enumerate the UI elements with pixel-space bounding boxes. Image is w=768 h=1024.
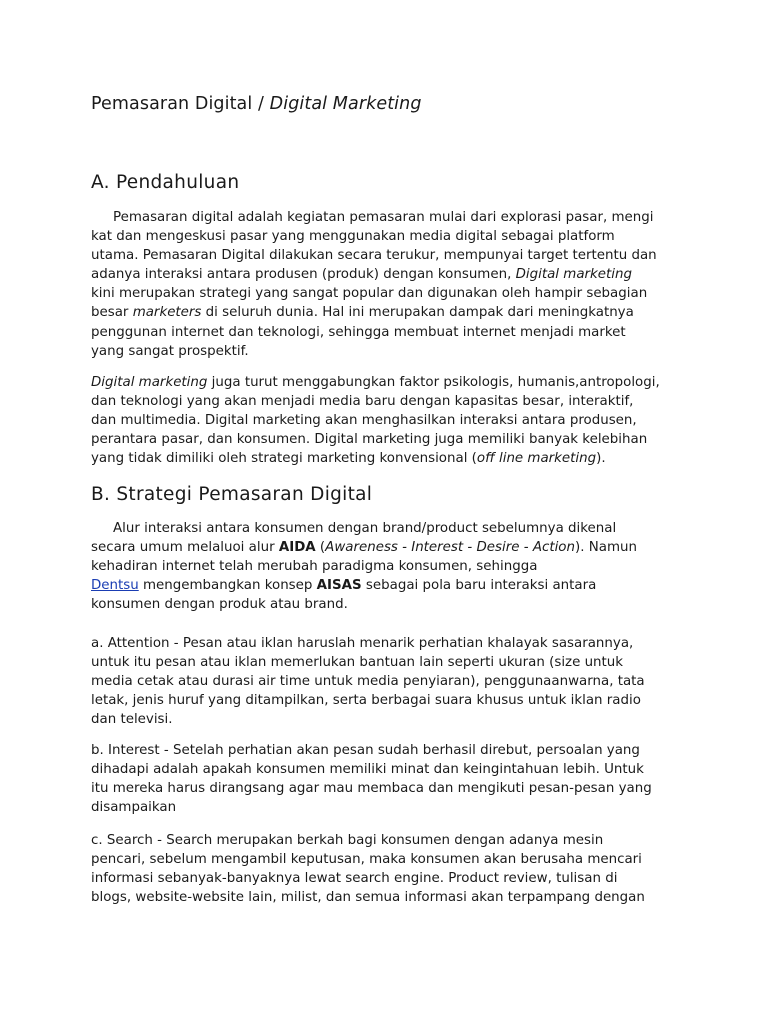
text-line: itu mereka harus dirangsang agar mau membaca dan mengikuti pesan-pesan yang	[91, 781, 652, 797]
text-line: untuk itu pesan atau iklan memerlukan bantuan lain seperti ukuran (size untuk	[91, 655, 624, 671]
text-run: di seluruh dunia. Hal ini merupakan dampak dari meningkatnya	[201, 305, 634, 321]
text-line: pencari, sebelum mengambil keputusan, maka konsumen akan berusaha mencari	[91, 852, 642, 868]
text-run: adanya interaksi antara produsen (produk) dengan konsumen,	[91, 267, 516, 283]
text-line: dan multimedia. Digital marketing akan menghasilkan interaksi antara produsen,	[91, 413, 637, 429]
text-line: kat dan mengeskusi pasar yang menggunakan media digital sebagai platform	[91, 229, 615, 245]
text-line	[91, 538, 681, 557]
section-heading-strategi: B. Strategi Pemasaran Digital	[91, 484, 373, 505]
bold-term-aida: AIDA	[278, 540, 316, 556]
text-line: kehadiran internet telah merubah paradigma konsumen, sehingga	[91, 559, 538, 575]
text-line: Alur interaksi antara konsumen dengan brand/product sebelumnya dikenal	[113, 521, 617, 536]
text-run: ). Namun	[575, 540, 637, 556]
text-line: dihadapi adalah apakah konsumen memiliki minat dan keingintahuan lebih. Untuk	[91, 762, 644, 778]
text-line: penggunan internet dan teknologi, sehingga membuat internet menjadi market	[91, 324, 626, 340]
text-line: a. Attention - Pesan atau iklan haruslah menarik perhatian khalayak sasarannya,	[91, 636, 634, 651]
text-line: Pemasaran digital adalah kegiatan pemasaran mulai dari explorasi pasar, mengi	[113, 210, 654, 225]
paragraph-pendahuluan-1	[91, 208, 681, 361]
text-line: dan televisi.	[91, 712, 173, 728]
text-run: besar	[91, 305, 133, 321]
text-line: konsumen dengan produk atau brand.	[91, 597, 348, 613]
italic-term: marketers	[132, 305, 202, 321]
text-run: sebagai pola baru interaksi antara	[361, 578, 597, 594]
paragraph-strategi-1	[91, 519, 681, 614]
text-line: b. Interest - Setelah perhatian akan pesan sudah berhasil direbut, persoalan yang	[91, 743, 640, 758]
text-line: utama. Pemasaran Digital dilakukan secara terukur, mempunyai target tertentu dan	[91, 248, 657, 264]
bold-term-aisas: AISAS	[316, 578, 362, 594]
paragraph-pendahuluan-2	[91, 373, 681, 468]
text-run: juga turut menggabungkan faktor psikologis, humanis,antropologi,	[207, 375, 660, 390]
text-run: secara umum melaluoi alur	[91, 540, 279, 556]
text-line: dan teknologi yang akan menjadi media baru dengan kapasitas besar, interaktif,	[91, 394, 634, 410]
text-line	[91, 576, 681, 595]
text-run: mengembangkan konsep	[138, 578, 317, 594]
text-line: informasi sebanyak-banyaknya lewat search engine. Product review, tulisan di	[91, 871, 618, 887]
italic-term: Digital marketing	[91, 375, 208, 390]
title-italic: Digital Marketing	[269, 94, 422, 114]
section-heading-pendahuluan: A. Pendahuluan	[91, 172, 240, 193]
text-line: blogs, website-website lain, milist, dan semua informasi akan terpampang dengan	[91, 890, 645, 906]
text-line	[91, 449, 681, 468]
text-line	[91, 303, 681, 322]
list-item-attention	[91, 634, 681, 729]
list-item-search	[91, 831, 681, 907]
dentsu-link[interactable]: Dentsu	[91, 578, 139, 594]
text-line	[91, 373, 681, 392]
text-line: c. Search - Search merupakan berkah bagi konsumen dengan adanya mesin	[91, 833, 604, 848]
text-line: yang sangat prospektif.	[91, 343, 249, 359]
text-line: perantara pasar, dan konsumen. Digital marketing juga memiliki banyak kelebihan	[91, 432, 648, 448]
text-line: media cetak atau durasi air time untuk media penyiaran), penggunaanwarna, tata	[91, 674, 645, 690]
italic-term: off line marketing	[476, 451, 597, 467]
text-run: ).	[596, 451, 606, 467]
text-line	[91, 265, 681, 284]
title-plain: Pemasaran Digital /	[91, 94, 270, 114]
text-line: disampaikan	[91, 800, 177, 816]
italic-term: Digital marketing	[515, 267, 632, 283]
text-run: yang tidak dimiliki oleh strategi marketing konvensional (	[91, 451, 477, 467]
text-line: letak, jenis huruf yang ditampilkan, serta berbagai suara khusus untuk iklan radio	[91, 693, 641, 709]
italic-term: Awareness - Interest - Desire - Action	[325, 540, 575, 556]
text-line: kini merupakan strategi yang sangat popular dan digunakan oleh hampir sebagian	[91, 286, 648, 302]
document-title	[91, 93, 422, 115]
list-item-interest	[91, 741, 681, 817]
text-run: (	[315, 540, 326, 556]
